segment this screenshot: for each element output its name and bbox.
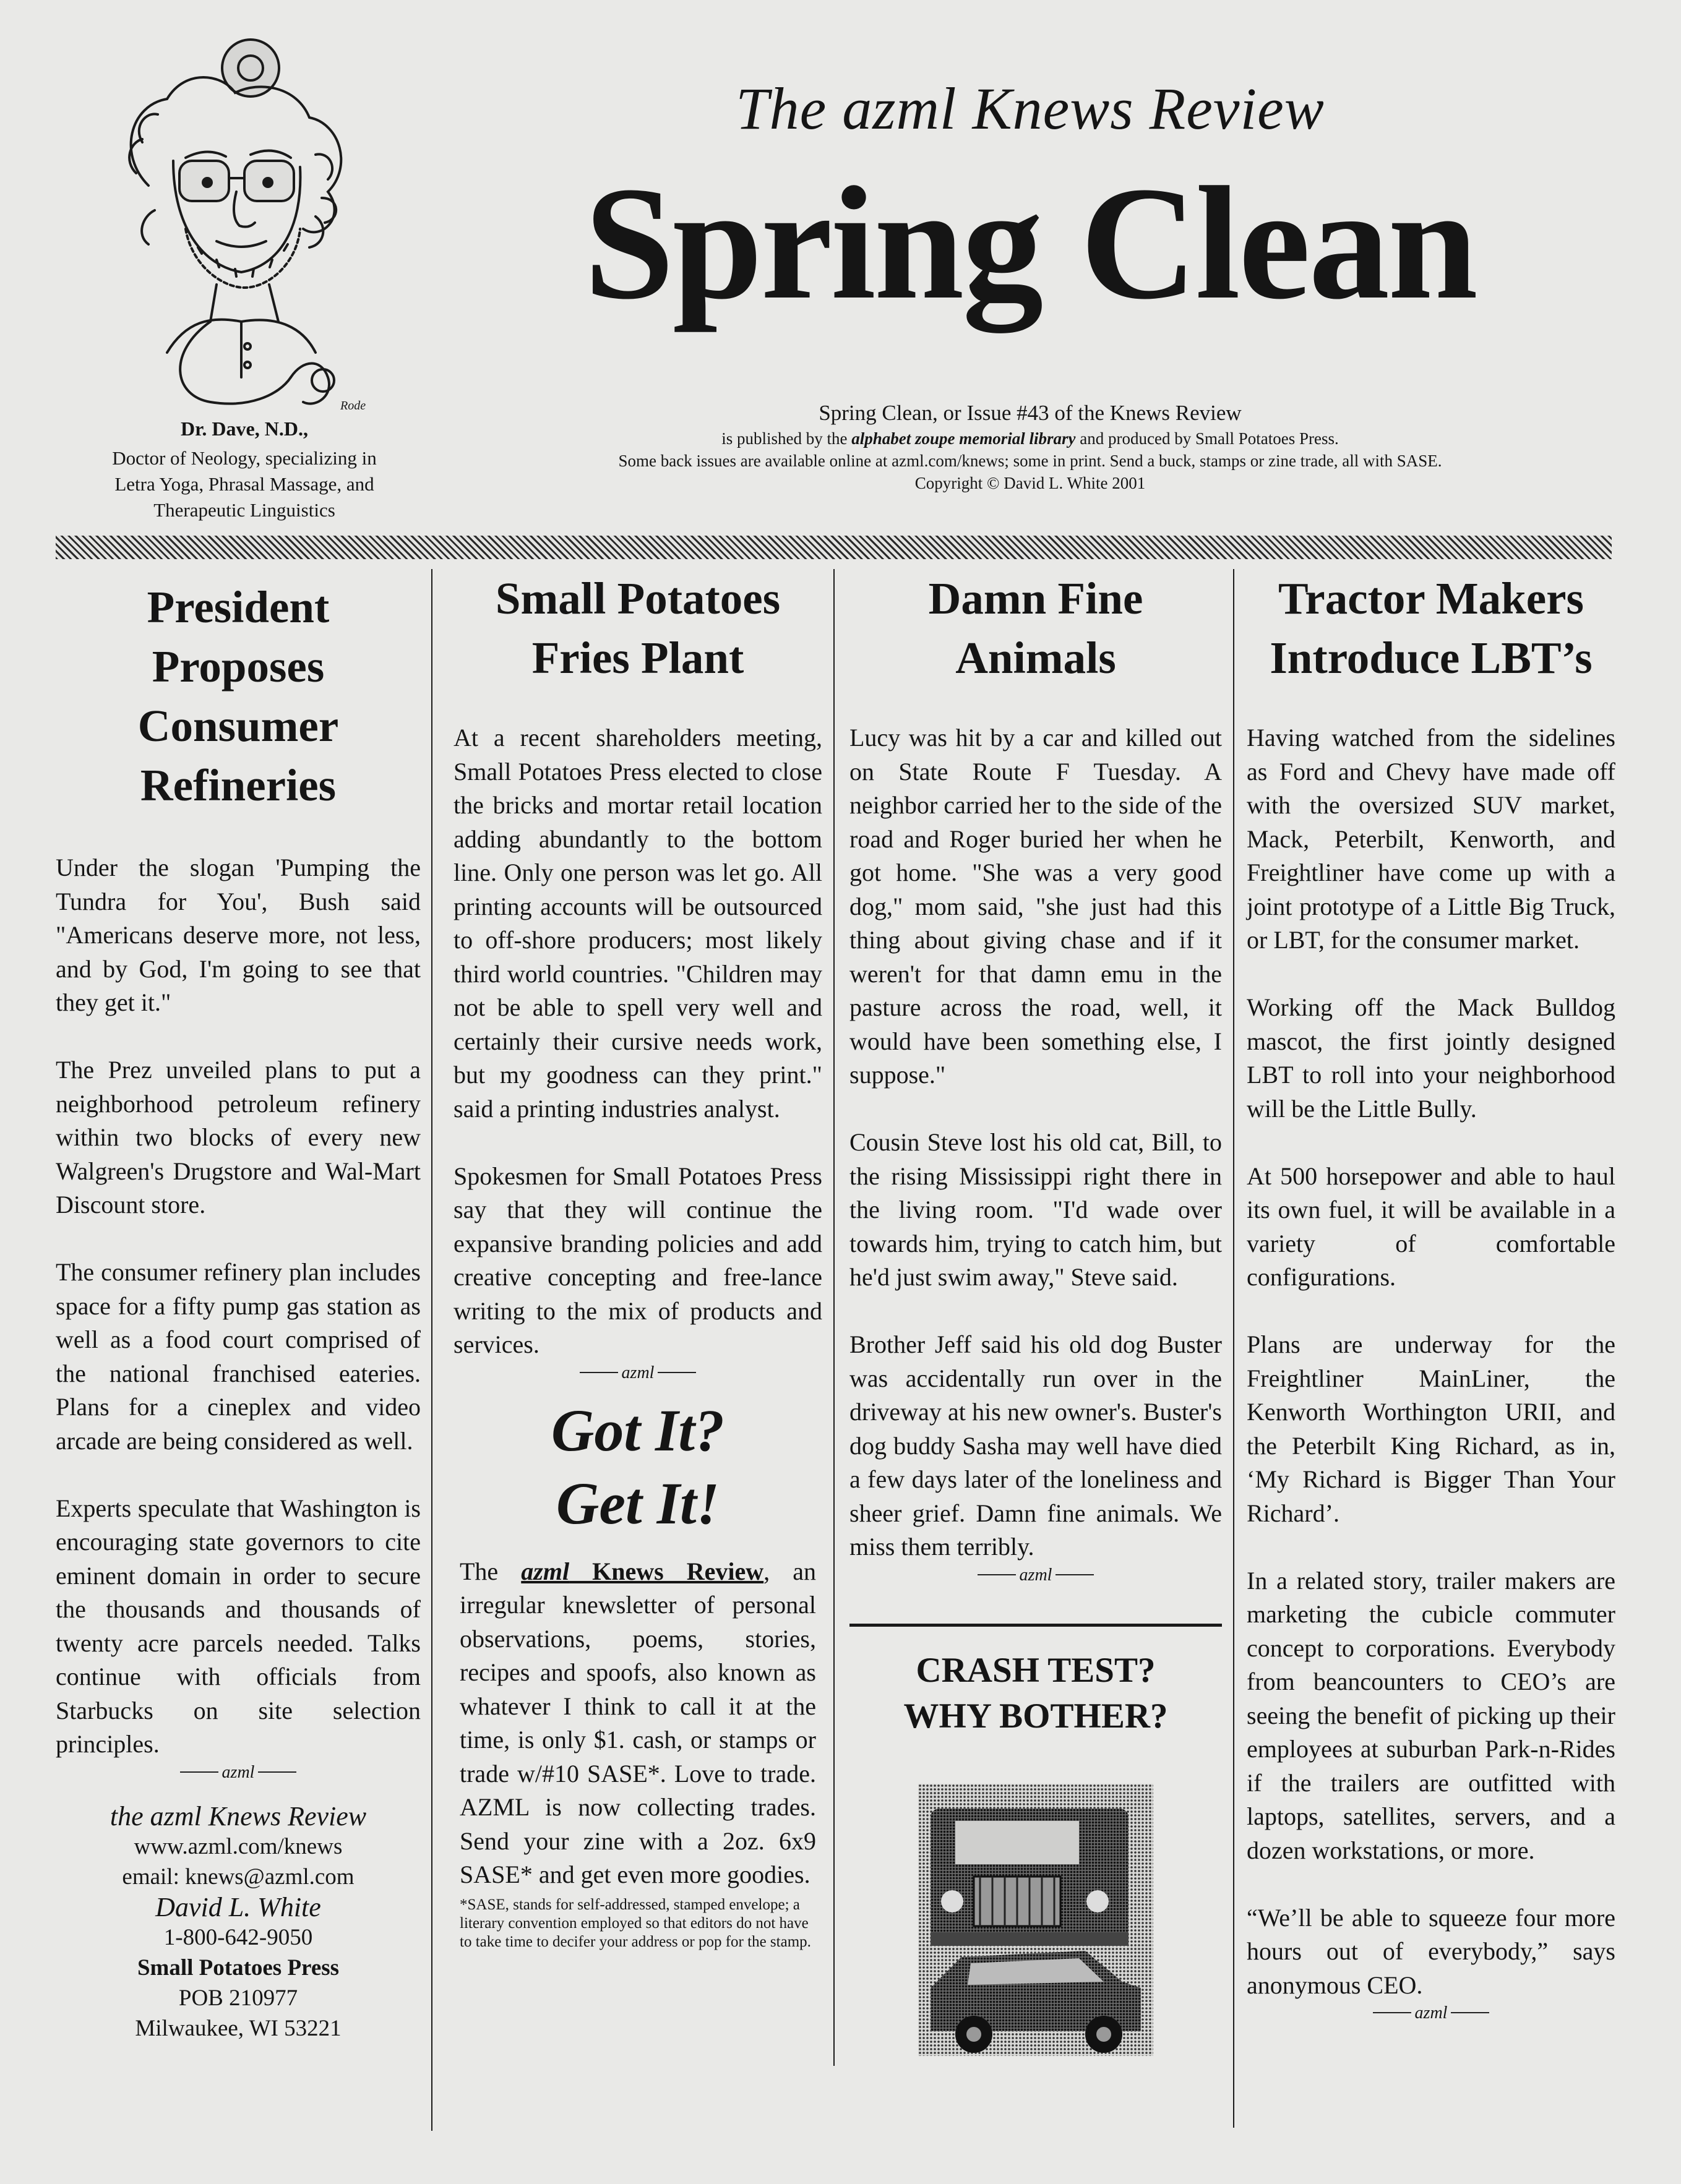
promo-headline: Got It? Get It! bbox=[551, 1397, 725, 1536]
crash-test-headline: CRASH TEST? WHY BOTHER? bbox=[903, 1650, 1168, 1736]
article-column-3 bbox=[849, 569, 1222, 2146]
section-rule bbox=[849, 1624, 1222, 1627]
contact-press: Small Potatoes Press bbox=[137, 1955, 340, 1981]
headline-damn-fine-animals: Damn Fine Animals bbox=[928, 573, 1143, 683]
contact-author: David L. White bbox=[155, 1891, 321, 1922]
contact-phone: 1-800-642-9050 bbox=[163, 1924, 313, 1950]
portrait-caption-name: Dr. Dave, N.D., bbox=[181, 418, 308, 440]
sase-footnote: *SASE, stands for self-addressed, stamped envelope; a literary convention employed so that editors do not have to take time to decifer your address or pop for the stamp. bbox=[460, 1896, 811, 1950]
article-column-2 bbox=[454, 569, 822, 2146]
column-rule bbox=[431, 569, 432, 2131]
article-body: Under the slogan 'Pumping the Tundra for You', Bush said "Americans deserve more, not less, and by God, I'm going to see that they get it." The Prez unveiled plans to put a neighborhood petroleum refinery within two blocks of every new Walgreen's Drugstore and Wal-Mart Discount store. The consumer refinery plan includes space for a fifty pump gas station as well as a food court comprised of the national franchised eateries. Plans for a cineplex and video arcade are being considered as well. Experts speculate that Washington is encouraging state governors to cite eminent domain in order to secure the thousands and thousands of twenty acre parcels needed. Talks continue with officials from Starbucks on site selection principles. bbox=[56, 854, 421, 1758]
headline-tractor-makers: Tractor Makers Introduce LBT’s bbox=[1270, 573, 1593, 683]
promo-magazine-name: azml Knews Review bbox=[521, 1557, 764, 1585]
promo-body: The azml Knews Review, an irregular knewsletter of personal observations, poems, stories, recipes and spoofs, also known as whatever I think to call it at the time, is only $1. cash, or stamps or trade w/#10 SASE*. Love to trade. AZML is now collecting trades. Send your zine with a 2oz. 6x9 SASE* and get even more goodies. bbox=[460, 1557, 816, 1888]
copyright-line: Copyright © David L. White 2001 bbox=[914, 474, 1146, 492]
article-separator: azml bbox=[1247, 2003, 1615, 2023]
portrait-caption-description: Doctor of Neology, specializing in Letra Yoga, Phrasal Massage, and Therapeutic Linguistics bbox=[112, 447, 377, 521]
issue-line: Spring Clean, or Issue #43 of the Knews Review bbox=[819, 401, 1242, 425]
article-separator: azml bbox=[454, 1363, 822, 1383]
contact-city: Milwaukee, WI 53221 bbox=[135, 2015, 342, 2041]
issue-title: Spring Clean bbox=[584, 153, 1476, 333]
column-rule bbox=[833, 569, 835, 2066]
article-separator: azml bbox=[56, 1763, 421, 1783]
masthead-kicker: The azml Knews Review bbox=[736, 75, 1325, 142]
truck-and-suv-photo bbox=[918, 1784, 1153, 2056]
contact-email: email: knews@azml.com bbox=[122, 1864, 355, 1890]
contact-magazine: the azml Knews Review bbox=[110, 1801, 367, 1831]
hatched-divider-bar bbox=[56, 536, 1612, 559]
contact-url: www.azml.com/knews bbox=[134, 1833, 343, 1859]
publication-info bbox=[495, 399, 1565, 494]
contact-block bbox=[56, 1801, 421, 2044]
article-column-4 bbox=[1247, 569, 1615, 2146]
back-issues-line: Some back issues are available online at azml.com/knews; some in print. Send a buck, stamps or zine trade, all with SASE. bbox=[618, 452, 1442, 470]
contact-pob: POB 210977 bbox=[178, 1985, 298, 2011]
dr-dave-caricature-illustration bbox=[93, 31, 390, 414]
artist-signature: Rode bbox=[340, 399, 366, 413]
article-body: Lucy was hit by a car and killed out on State Route F Tuesday. A neighbor carried her to the side of the road and Roger buried her when he got home. "She was a very good dog," mom said, "she just had this thing about giving chase and if it weren't for that damn emu in the pasture across the road, well, it would have been something else, I suppose." Cousin Steve lost his old cat, Bill, to the rising Mississippi right there in the living room. "I'd wade over towards him, trying to catch him, but he'd just swim away," Steve said. Brother Jeff said his old dog Buster was accidentally run over in the driveway at his new owner's. Buster's dog buddy Sasha may well have died a few days later of the loneliness and sheer grief. Damn fine animals. We miss them terribly. bbox=[849, 724, 1222, 1561]
article-separator: azml bbox=[849, 1565, 1222, 1585]
headline-president-refineries: President Proposes Consumer Refineries bbox=[137, 582, 339, 810]
headline-small-potatoes: Small Potatoes Fries Plant bbox=[495, 573, 781, 683]
publisher-line: is published by the alphabet zoupe memorial library and produced by Small Potatoes Press. bbox=[721, 429, 1339, 448]
column-rule bbox=[1233, 569, 1234, 2128]
article-body: At a recent shareholders meeting, Small Potatoes Press elected to close the bricks and mortar retail location adding abundantly to the bottom line. Only one person was let go. All printing accounts will be outsourced to off-shore producers; most likely third world countries. "Children may not be able to spell very well and certainly their cursive needs work, but my goodness can they print." said a printing industries analyst. Spokesmen for Small Potatoes Press say that they will continue the expansive branding policies and add creative concepting and free-lance writing to the mix of products and services. bbox=[454, 724, 822, 1358]
article-body: Having watched from the sidelines as Ford and Chevy have made off with the oversized SUV market, Mack, Peterbilt, Kenworth, and Freightliner have come up with a joint prototype of a Little Big Truck, or LBT, for the consumer market. Working off the Mack Bulldog mascot, the first jointly designed LBT to roll into your neighborhood will be the Little Bully. At 500 horsepower and able to haul its own fuel, it will be available in a variety of comfortable configurations. Plans are underway for the Freightliner MainLiner, the Kenworth Worthington URII, and the Peterbilt King Richard, as in, ‘My Richard is Bigger Than Your Richard’. In a related story, trailer makers are marketing the cubicle commuter concept to corporations. Everybody from beancounters to CEO’s are seeing the benefit of picking up their employees at suburban Park-n-Rides if the trailers are outfitted with laptops, satellites, servers, and a dozen workstations, or more. “We’ll be able to squeeze four more hours out of everybody,” says anonymous CEO. bbox=[1247, 724, 1615, 1999]
article-column-1 bbox=[56, 569, 421, 2146]
